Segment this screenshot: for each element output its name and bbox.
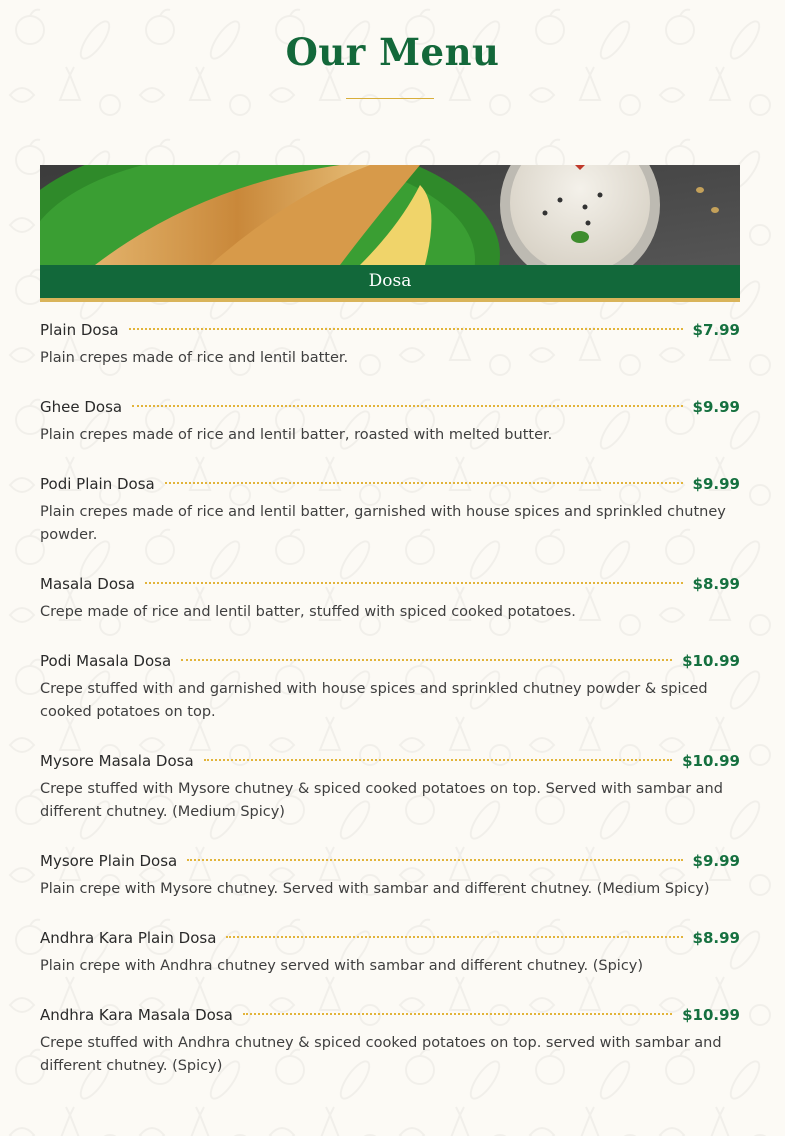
- item-price: $10.99: [682, 752, 740, 770]
- page-title: Our Menu: [285, 30, 500, 74]
- item-description: Plain crepes made of rice and lentil batter, garnished with house spices and sprinkled chutney powder.: [40, 504, 726, 543]
- item-price: $8.99: [692, 575, 740, 593]
- dotted-leader: [129, 328, 683, 330]
- menu-item[interactable]: [40, 750, 740, 824]
- item-price: $10.99: [682, 652, 740, 670]
- menu-item[interactable]: [40, 319, 740, 370]
- item-name: Mysore Masala Dosa: [40, 752, 194, 770]
- item-name: Ghee Dosa: [40, 398, 123, 416]
- item-description: Crepe stuffed with Andhra chutney & spiced cooked potatoes on top. served with sambar and different chutney. (Spicy): [40, 1035, 722, 1074]
- item-price: $10.99: [682, 1006, 740, 1024]
- menu-item[interactable]: [40, 473, 740, 547]
- dotted-leader: [165, 482, 683, 484]
- dotted-leader: [181, 659, 672, 661]
- title-divider: [346, 98, 434, 99]
- item-price: $8.99: [692, 929, 740, 947]
- dotted-leader: [204, 759, 672, 761]
- section-underline: [40, 298, 740, 302]
- dotted-leader: [145, 582, 683, 584]
- item-price: $7.99: [692, 321, 740, 339]
- dotted-leader: [226, 936, 682, 938]
- dotted-leader: [132, 405, 682, 407]
- item-description: Crepe stuffed with Mysore chutney & spiced cooked potatoes on top. Served with sambar and different chutney. (Medium Spicy): [40, 781, 723, 820]
- menu-item[interactable]: [40, 396, 740, 447]
- dosa-banner-image: [40, 165, 740, 265]
- section-banner: [40, 165, 740, 302]
- dotted-leader: [187, 859, 682, 861]
- item-price: $9.99: [692, 398, 740, 416]
- item-description: Crepe made of rice and lentil batter, stuffed with spiced cooked potatoes.: [40, 604, 576, 620]
- section-heading: Dosa: [40, 265, 740, 298]
- item-name: Andhra Kara Plain Dosa: [40, 929, 217, 947]
- item-description: Plain crepe with Andhra chutney served with sambar and different chutney. (Spicy): [40, 958, 644, 974]
- item-name: Andhra Kara Masala Dosa: [40, 1006, 233, 1024]
- item-description: Plain crepes made of rice and lentil batter.: [40, 350, 349, 366]
- item-name: Mysore Plain Dosa: [40, 852, 178, 870]
- menu-item[interactable]: [40, 927, 740, 978]
- item-description: Plain crepe with Mysore chutney. Served with sambar and different chutney. (Medium Spicy): [40, 881, 710, 897]
- item-name: Podi Plain Dosa: [40, 475, 155, 493]
- menu-item[interactable]: [40, 650, 740, 724]
- item-description: Plain crepes made of rice and lentil batter, roasted with melted butter.: [40, 427, 553, 443]
- menu-list: [40, 319, 740, 1104]
- item-name: Masala Dosa: [40, 575, 136, 593]
- item-price: $9.99: [692, 475, 740, 493]
- dotted-leader: [243, 1013, 672, 1015]
- menu-item[interactable]: [40, 573, 740, 624]
- menu-item[interactable]: [40, 850, 740, 901]
- item-price: $9.99: [692, 852, 740, 870]
- item-name: Podi Masala Dosa: [40, 652, 172, 670]
- menu-item[interactable]: [40, 1004, 740, 1078]
- item-description: Crepe stuffed with and garnished with house spices and sprinkled chutney powder & spiced cooked potatoes on top.: [40, 681, 708, 720]
- item-name: Plain Dosa: [40, 321, 119, 339]
